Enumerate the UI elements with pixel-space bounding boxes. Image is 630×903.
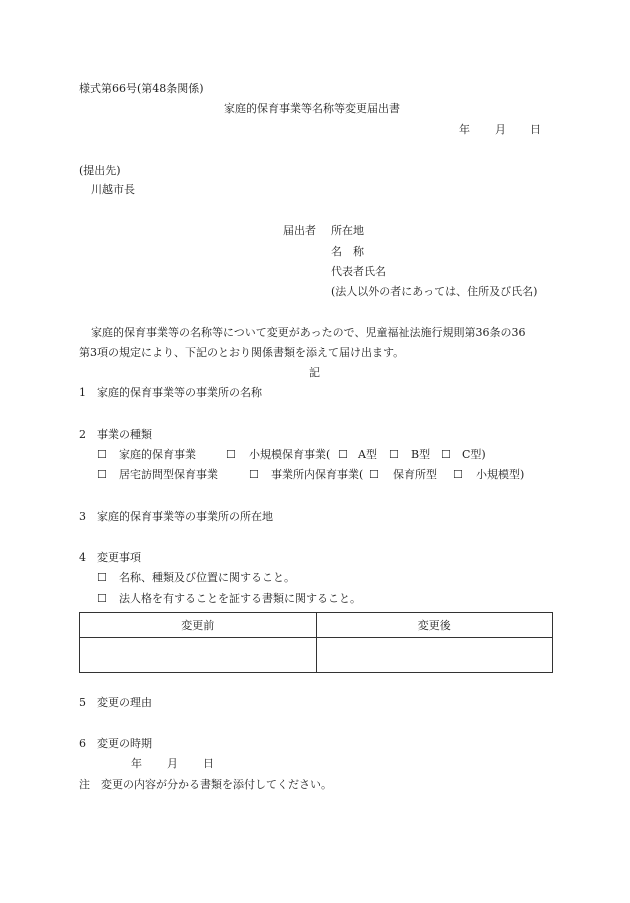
option-type-b-label: B型 [411,448,431,461]
checkbox-jigyosho[interactable]: ☐ [249,468,259,481]
option-kyotaku-label: 居宅訪問型保育事業 [119,468,218,481]
checkbox-type-a[interactable]: ☐ [338,448,348,461]
document-title: 家庭的保育事業等名称等変更届出書 [224,102,400,115]
body-line-1: 家庭的保育事業等の名称等について変更があったので、児童福祉法施行規則第36条の36 [91,326,526,339]
change-table [79,612,553,673]
column-header-after: 変更後 [316,613,553,638]
checkbox-type-c[interactable]: ☐ [441,448,451,461]
section-4-heading: 4 変更事項 [79,551,141,564]
option-shokibo-label: 小規模保育事業( [249,448,331,461]
recipient-label: (提出先) [79,164,121,177]
after-value-cell[interactable] [316,638,553,673]
footnote: 注 変更の内容が分かる書類を添付してください。 [79,778,332,791]
checkbox-hoikusho[interactable]: ☐ [369,468,379,481]
notifier-label: 届出者 [283,224,316,237]
checkbox-kyotaku[interactable]: ☐ [97,468,107,481]
body-line-2: 第3項の規定により、下記のとおり関係書類を添えて届け出ます。 [79,346,405,359]
checkbox-shokibo[interactable]: ☐ [226,448,236,461]
option-hoikusho-label: 保育所型 [393,468,437,481]
change-date-month-label: 月 [167,757,178,770]
date-day-label: 日 [530,123,541,136]
section-1-heading: 1 家庭的保育事業等の事業所の名称 [79,386,262,399]
checkbox-type-b[interactable]: ☐ [389,448,399,461]
change-date-year-label: 年 [131,757,142,770]
change-date-day-label: 日 [203,757,214,770]
change-item-2-label: 法人格を有することを証する書類に関すること。 [119,592,361,605]
checkbox-change-corporate[interactable]: ☐ [97,592,107,605]
option-type-a-label: A型 [358,448,377,461]
checkbox-katei[interactable]: ☐ [97,448,107,461]
change-item-1-label: 名称、種類及び位置に関すること。 [119,571,295,584]
section-6-heading: 6 変更の時期 [79,737,152,750]
section-5-heading: 5 変更の理由 [79,696,152,709]
recipient-name: 川越市長 [91,183,135,196]
before-value-cell[interactable] [80,638,317,673]
option-shokibo-kata-label: 小規模型) [476,468,525,481]
notifier-name-label: 名 称 [331,245,364,258]
date-month-label: 月 [495,123,506,136]
option-katei-label: 家庭的保育事業 [119,448,196,461]
column-header-before: 変更前 [80,613,317,638]
checkbox-change-name[interactable]: ☐ [97,571,107,584]
date-year-label: 年 [459,123,470,136]
form-number: 様式第66号(第48条関係) [79,82,204,95]
option-jigyosho-label: 事業所内保育事業( [271,468,364,481]
notifier-representative-label: 代表者氏名 [331,265,386,278]
section-2-heading: 2 事業の種類 [79,428,152,441]
ki-label: 記 [309,366,320,379]
notifier-address-label: 所在地 [331,224,364,237]
checkbox-shokibo-kata[interactable]: ☐ [453,468,463,481]
option-type-c-label: C型) [462,448,486,461]
notifier-note: (法人以外の者にあっては、住所及び氏名) [331,285,538,298]
section-3-heading: 3 家庭的保育事業等の事業所の所在地 [79,510,273,523]
